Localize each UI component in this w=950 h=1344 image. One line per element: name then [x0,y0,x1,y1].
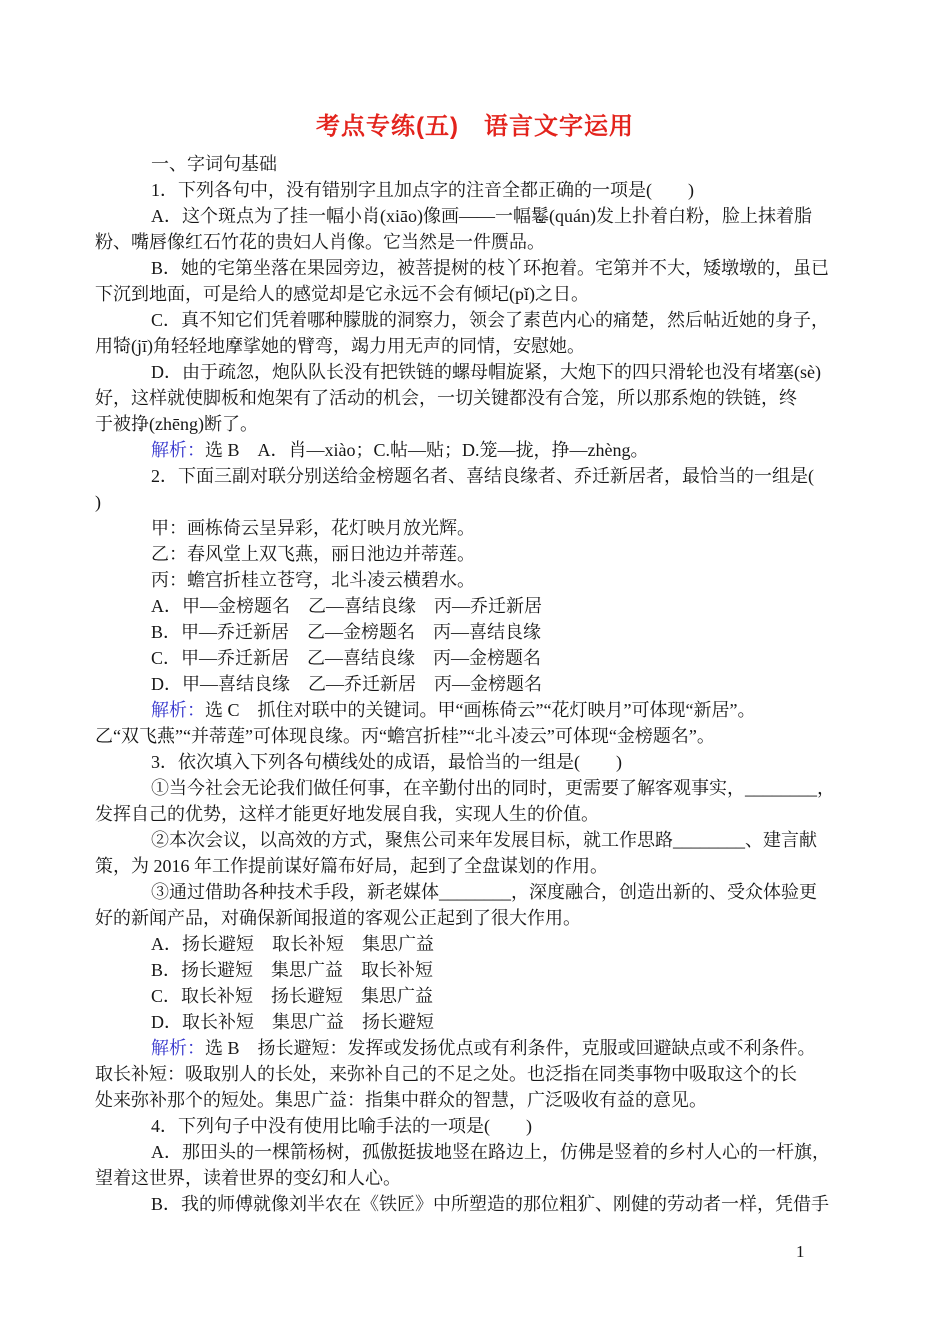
text-line [95,1009,857,1035]
text-run: A．那田头的一棵箭杨树，孤傲挺拔地竖在路边上，仿佛是竖着的乡村人心的一杆旗， [151,1142,830,1162]
text-run: (jī)角轻轻地摩挲她的臂弯，竭力用无声的同情，安慰她。 [131,336,585,356]
text-run: D．由于疏忽，炮队队长没有把铁链的螺母帽旋紧，大炮下的四只滑轮也没有堵 [151,362,776,382]
analysis-label: 解析： [151,1038,205,1058]
text-run: A．这个斑点为了挂一幅小 [151,206,362,226]
text-line [95,151,857,177]
emphasized-char: 犄 [113,336,131,356]
text-run: B．甲—乔迁新居 乙—金榜题名 丙—喜结良缘 [151,622,542,642]
text-run: 选 B A．肖—xiào；C.帖—贴；D.笼—拢，挣—zhèng。 [205,440,649,460]
text-run: 2．下面三副对联分别送给金榜题名者、喜结良缘者、乔迁新居者，最恰当的一组是( [151,466,814,486]
text-run: 下沉到地面，可是给人的感觉却是它永远不会有倾 [95,284,491,304]
text-run: 3．依次填入下列各句横线处的成语，最恰当的一组是( ) [151,752,622,772]
text-run: 丙：蟾宫折桂立苍穹，北斗凌云横碧水。 [151,570,475,590]
text-line [95,203,857,229]
text-run: (pǐ)之日。 [509,284,589,304]
text-line [95,645,857,671]
text-run: D．取长补短 集思广益 扬长避短 [151,1012,434,1032]
text-line [95,1061,857,1087]
text-line [95,177,857,203]
text-run: D．甲—喜结良缘 乙—乔迁新居 丙—金榜题名 [151,674,542,694]
text-run: 乙“双飞燕”“并蒂莲”可体现良缘。丙“蟾宫折桂”“北斗凌云”可体现“金榜题名”。 [95,726,715,746]
text-run: 好，这样就使脚板和炮架有了活动的机会，一切关键都没有合笼，所以那系炮的铁链，终 [95,388,797,408]
text-run: 粉、嘴唇像红石竹花的贵妇人肖像。它当然是一件赝品。 [95,232,545,252]
text-line [95,359,857,385]
emphasized-char: 挣 [131,414,149,434]
text-line [95,619,857,645]
text-line [95,281,857,307]
text-line [95,749,857,775]
text-run: (xiāo)像画——一幅 [380,206,531,226]
emphasized-char: 圮 [491,284,509,304]
emphasized-char: 塞 [776,362,794,382]
text-line [95,801,857,827]
text-run: (zhēng)断了。 [149,414,258,434]
text-line [95,1139,857,1165]
text-run: 好的新闻产品，对确保新闻报道的客观公正起到了很大作用。 [95,908,581,928]
text-run: 望着这世界，读着世界的变幻和人心。 [95,1168,401,1188]
text-run: 发挥自己的优势，这样才能更好地发展自我，实现人生的价值。 [95,804,599,824]
emphasized-char: 鬈 [530,206,549,226]
emphasized-char: 肖 [362,206,380,226]
text-line [95,957,857,983]
text-line [95,307,857,333]
text-line [95,515,857,541]
text-line [95,775,857,801]
text-run: A．甲—金榜题名 乙—喜结良缘 丙—乔迁新居 [151,596,542,616]
text-line [95,1113,857,1139]
text-line [95,723,857,749]
text-line [95,255,857,281]
text-run: 取长补短：吸取别人的长处，来弥补自己的不足之处。也泛指在同类事物中吸取这个的长 [95,1064,797,1084]
text-line [95,671,857,697]
text-line [95,1035,857,1061]
text-run: B．扬长避短 集思广益 取长补短 [151,960,434,980]
text-run: 用 [95,336,113,356]
text-run: B．她的宅第坐落在果园旁边，被菩提树的枝丫环抱着。宅第并不大，矮墩墩的，虽已 [151,258,830,278]
text-line [95,879,857,905]
text-line [95,489,857,515]
text-run: 选 C 抓住对联中的关键词。甲“画栋倚云”“花灯映月”可体现“新居”。 [205,700,756,720]
text-run: 处来弥补那个的短处。集思广益：指集中群众的智慧，广泛吸收有益的意见。 [95,1090,707,1110]
text-line [95,541,857,567]
text-line [95,593,857,619]
text-run: ②本次会议，以高效的方式，聚焦公司来年发展目标，就工作思路________、建言献 [151,830,817,850]
text-line [95,905,857,931]
text-line [95,931,857,957]
analysis-label: 解析： [151,440,205,460]
text-run: 4．下列句子中没有使用比喻手法的一项是( ) [151,1116,532,1136]
text-line [95,853,857,879]
text-line [95,1191,857,1217]
text-line [95,983,857,1009]
text-line [95,229,857,255]
text-line [95,333,857,359]
text-run: B．我的师傅就像刘半农在《铁匠》中所塑造的那位粗犷、刚健的劳动者一样，凭借手 [151,1194,830,1214]
text-run: (sè) [794,362,821,382]
document-body [95,151,857,1217]
text-line [95,385,857,411]
text-run: C．真不知它们凭着哪种朦胧的洞察力，领会了素芭内心的痛楚，然后帖近她的身子， [151,310,830,330]
text-line [95,463,857,489]
text-line [95,437,857,463]
page-number: 1 [796,1242,805,1261]
text-run: 选 B 扬长避短：发挥或发扬优点或有利条件，克服或回避缺点或不利条件。 [205,1038,816,1058]
text-run: 甲：画栋倚云呈异彩，花灯映月放光辉。 [151,518,475,538]
text-run: 策，为 2016 年工作提前谋好篇布好局，起到了全盘谋划的作用。 [95,856,608,876]
text-run: C．取长补短 扬长避短 集思广益 [151,986,434,1006]
text-run: 乙：春风堂上双飞燕，丽日池边并蒂莲。 [151,544,475,564]
text-line [95,827,857,853]
text-run: 一、字词句基础 [151,154,277,174]
text-line [95,697,857,723]
page-title: 考点专练(五) 语言文字运用 [316,113,634,140]
text-run: A．扬长避短 取长补短 集思广益 [151,934,434,954]
text-line [95,1165,857,1191]
text-line [95,567,857,593]
text-line [95,411,857,437]
text-run: ③通过借助各种技术手段，新老媒体________，深度融合，创造出新的、受众体验更 [151,882,817,902]
text-line [95,1087,857,1113]
text-run: (quán)发上扑着白粉，脸上抹着脂 [548,206,812,226]
text-run: C．甲—乔迁新居 乙—喜结良缘 丙—金榜题名 [151,648,542,668]
text-run: 1．下列各句中，没有错别字且加点字的注音全都正确的一项是( ) [151,180,694,200]
text-run: 于被 [95,414,131,434]
analysis-label: 解析： [151,700,205,720]
text-run: ) [95,492,101,512]
text-run: ①当今社会无论我们做任何事，在辛勤付出的同时，更需要了解客观事实，________， [151,778,835,798]
